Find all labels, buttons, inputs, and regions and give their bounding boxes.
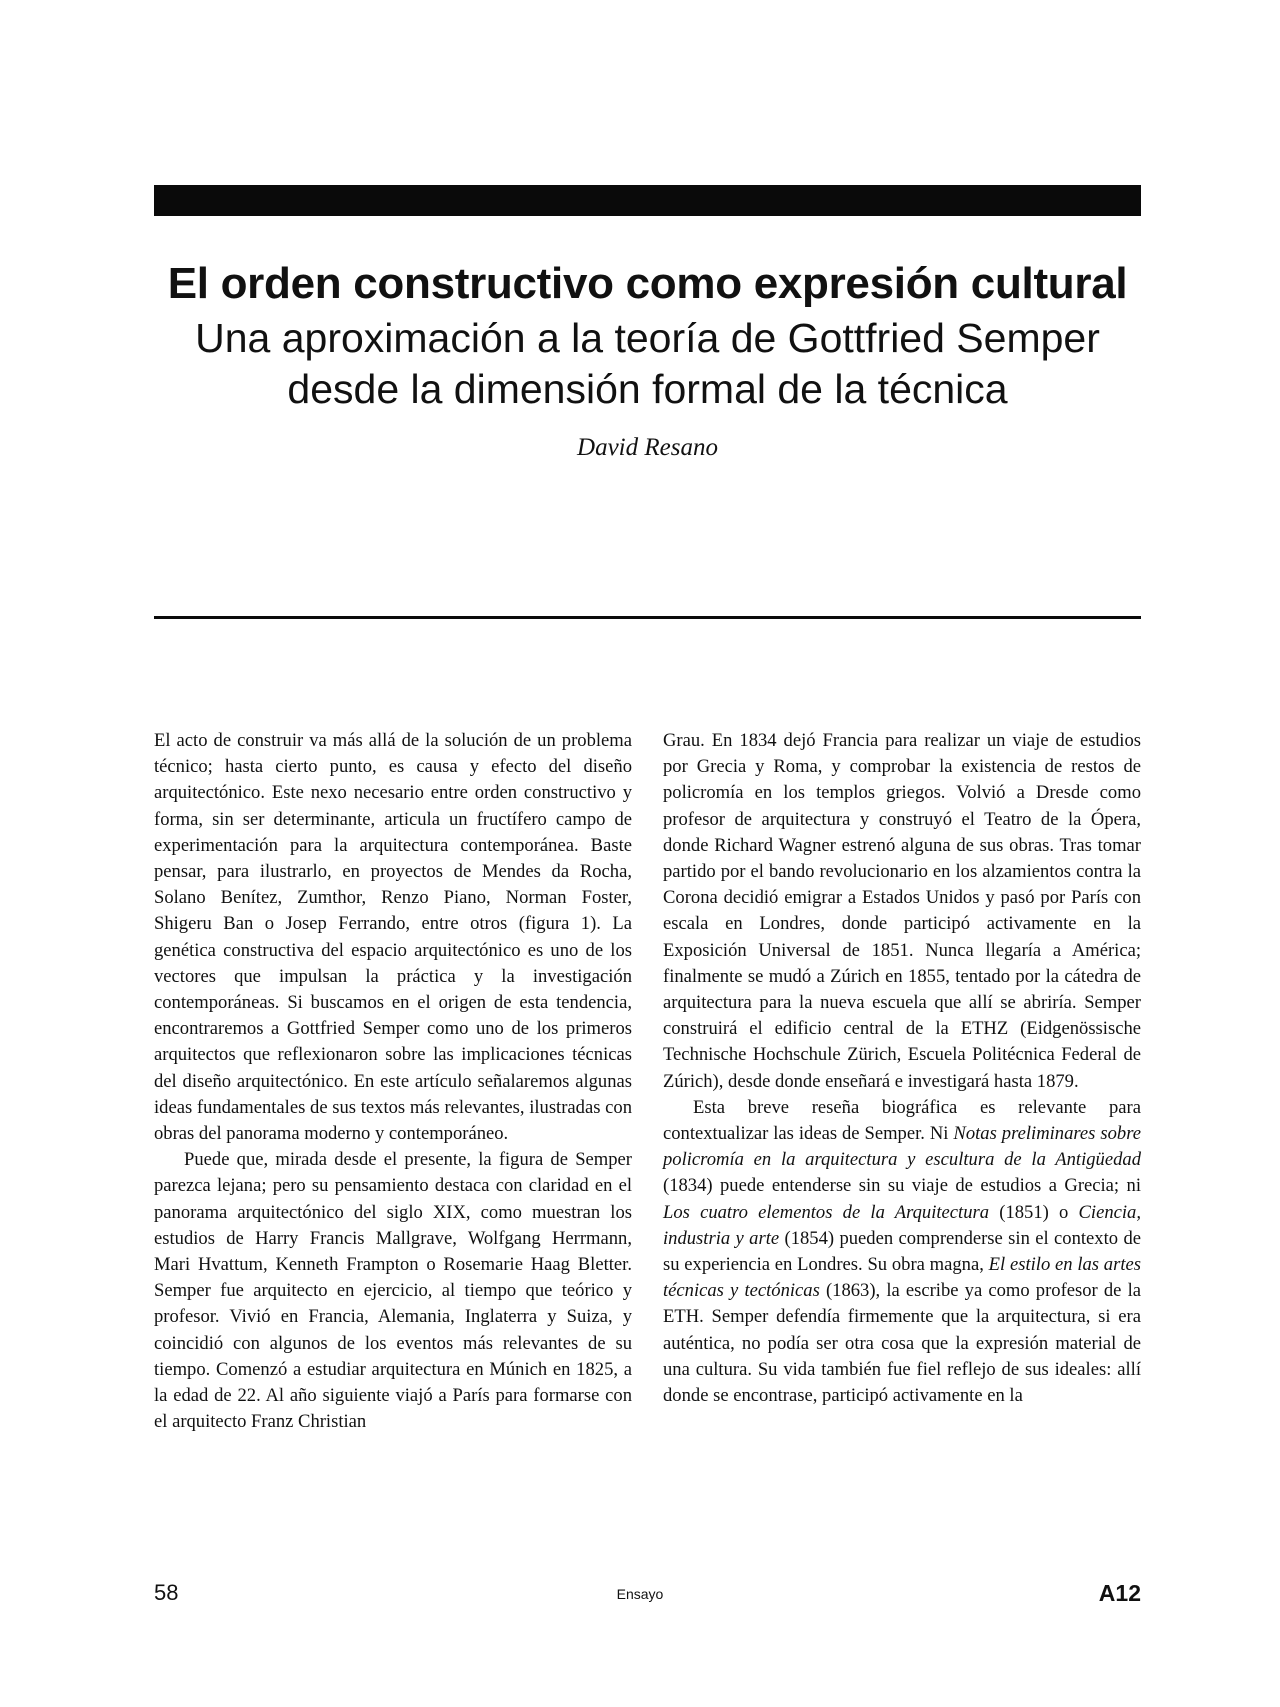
book-title: Ciencia, industria y arte (663, 1201, 1141, 1249)
text-run: (1834) puede entenderse sin su viaje de estudios a Grecia; ni (663, 1175, 1141, 1197)
text-run: (1863), la escribe ya como profesor de la ETH. Semper defendía firmemente que la arquitectura, si era auténtica, no podía ser otra cosa que la expresión material de una cultura. Su vida también fue fiel reflejo de sus ideales: allí donde se encontrase, participó activamente en la (663, 1280, 1141, 1407)
book-title: Notas preliminares sobre policromía en la arquitectura y escultura de la Antigüedad (663, 1123, 1141, 1171)
article-title: El orden constructivo como expresión cultural (167, 259, 1128, 308)
top-black-bar (154, 185, 1141, 216)
article-subtitle: Una aproximación a la teoría de Gottfried Semper desde la dimensión formal de la técnica (195, 315, 1100, 412)
body-paragraph: El acto de construir va más allá de la solución de un problema técnico; hasta cierto punto, es causa y efecto del diseño arquitectónico. Este nexo necesario entre orden constructivo y forma, sin ser determinante, articula un fructífero campo de experimentación para la arquitectura contemporánea. Baste pensar, para ilustrarlo, en proyectos de Mendes da Rocha, Solano Benítez, Zumthor, Renzo Piano, Norman Foster, Shigeru Ban o Josep Ferrando, entre otros (figura 1). La genética constructiva del espacio arquitectónico es uno de los vectores que impulsan la práctica y la investigación contemporáneas. Si buscamos en el origen de esta tendencia, encontraremos a Gottfried Semper como uno de los primeros arquitectos que reflexionaron sobre las implicaciones técnicas del diseño arquitectónico. En este artículo señalaremos algunas ideas fundamentales de sus textos más relevantes, ilustradas con obras del panorama moderno y contemporáneo. (154, 730, 632, 1145)
header-rule (154, 616, 1141, 619)
article-header (154, 256, 1141, 463)
text-run: (1851) o (989, 1201, 1079, 1223)
section-label: Ensayo (616, 1586, 664, 1602)
page-number: 58 (154, 1580, 179, 1605)
body-paragraph (663, 1095, 1141, 1409)
text-run: (1854) pueden comprenderse sin el contexto de su experiencia en Londres. Su obra magna, (663, 1227, 1141, 1276)
book-title: El estilo en las artes técnicas y tectónicas (663, 1254, 1141, 1302)
author-name: David Resano (577, 434, 718, 461)
left-column (154, 728, 632, 1435)
book-title: Los cuatro elementos de la Arquitectura (663, 1201, 990, 1223)
right-column (663, 728, 1141, 1409)
body-paragraph: Puede que, mirada desde el presente, la figura de Semper parezca lejana; pero su pensamiento destaca con claridad en el panorama arquitectónico del siglo XIX, como muestran los estudios de Harry Francis Mallgrave, Wolfgang Herrmann, Mari Hvattum, Kenneth Frampton o Rosemarie Haag Bletter. Semper fue arquitecto en ejercicio, al tiempo que teórico y profesor. Vivió en Francia, Alemania, Inglaterra y Suiza, y coincidió con algunos de los eventos más relevantes de su tiempo. Comenzó a estudiar arquitectura en Múnich en 1825, a la edad de 22. Al año siguiente viajó a París para formarse con el arquitecto Franz Christian (154, 1149, 632, 1433)
text-run: Esta breve reseña biográfica es relevante para contextualizar las ideas de Semper. Ni (663, 1096, 1141, 1145)
journal-code: A12 (1098, 1580, 1141, 1606)
body-paragraph: Grau. En 1834 dejó Francia para realizar un viaje de estudios por Grecia y Roma, y comprobar la existencia de restos de policromía en los templos griegos. Volvió a Dresde como profesor de arquitectura y construyó el Teatro de la Ópera, donde Richard Wagner estrenó alguna de sus obras. Tras tomar partido por el bando revolucionario en los alzamientos contra la Corona decidió emigrar a Estados Unidos y pasó por París con escala en Londres, donde participó activamente en la Exposición Universal de 1851. Nunca llegaría a América; finalmente se mudó a Zúrich en 1855, tentado por la cátedra de arquitectura para la nueva escuela que allí se abriría. Semper construirá el edificio central de la ETHZ (Eidgenössische Technische Hochschule Zürich, Escuela Politécnica Federal de Zúrich), desde donde enseñará e investigará hasta 1879. (663, 730, 1141, 1092)
